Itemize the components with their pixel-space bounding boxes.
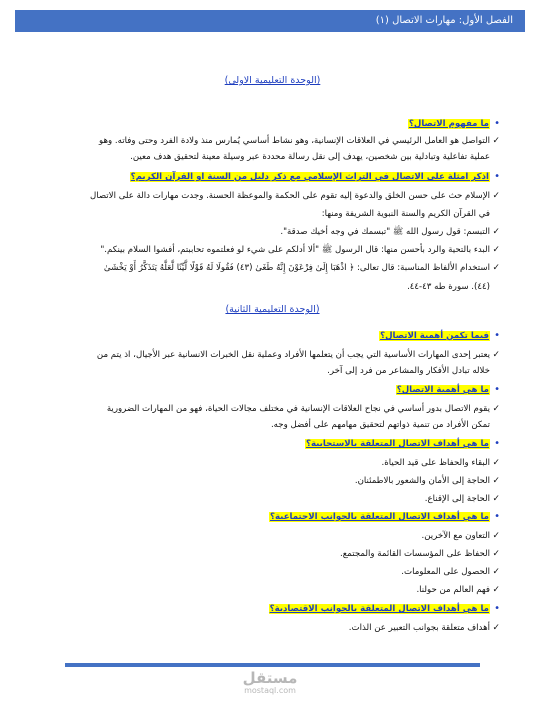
bullet-icon: • (494, 330, 500, 341)
check-icon: ✓ (492, 585, 500, 595)
list-item: أهداف متعلقة بجوانب التعبير عن الذات. (348, 623, 490, 633)
check-icon: ✓ (492, 350, 500, 360)
bullet-icon: • (494, 603, 500, 614)
check-icon: ✓ (492, 549, 500, 559)
list-item: الحاجة إلى الإقناع. (424, 494, 490, 504)
unit1-question-2: اذكر امثلة على الاتصال في التراث الإسلامي مع ذكر دليل من السنة او القرآن الكريم؟ (130, 172, 489, 182)
logo-site: mostaql.com (244, 686, 296, 695)
unit1-answer-1-line-1: التواصل هو العامل الرئيسي في العلاقات الإنسانية، وهو نشاط أساسي يُمارس منذ ولادة الفرد وحتى وفاته. وهو (99, 136, 490, 146)
unit2-question-1: فيما تكمن أهمية الاتصال؟ (380, 331, 489, 341)
bullet-icon: • (494, 171, 500, 182)
check-icon: ✓ (492, 476, 500, 486)
unit2-question-5: ما هي أهداف الاتصال المتعلقة بالجوانب الاقتصادية؟ (269, 604, 489, 614)
check-icon: ✓ (492, 245, 500, 255)
check-icon: ✓ (492, 136, 500, 146)
unit1-question-1: ما مفهوم الاتصال؟ (408, 119, 489, 129)
check-icon: ✓ (492, 458, 500, 468)
unit1-answer-2-line-4: البدء بالتحية والرد بأحسن منها: قال الرسول ﷺ "ألا أدلكم على شيء لو فعلتموه تحاببتم، أفشوا السلام بينكم." (100, 245, 490, 255)
unit1-answer-2-line-1: الإسلام حث على حسن الخلق والدعوة إليه تقوم على الحكمة والموعظة الحسنة. وجدت مهارات دالة على الاتصال (89, 191, 490, 201)
unit1-answer-2-line-6: (٤٤). سورة طه ٤٣-٤٤. (407, 282, 490, 292)
logo-brand: مستقل (242, 669, 298, 687)
check-icon: ✓ (492, 404, 500, 414)
unit2-answer-2-line-2: تمكن الأفراد من تنمية ذواتهم لتحقيق مهامهم على أفضل وجه. (270, 420, 490, 430)
footer-bar (65, 663, 480, 667)
unit2-answer-1-line-2: خلاله تبادل الأفكار والمشاعر من فرد إلى آخر. (327, 366, 490, 376)
unit2-title: (الوحدة التعليمية الثانية) (225, 304, 320, 315)
unit2-question-3: ما هي أهداف الاتصال المتعلقة بالاستجابية؟ (305, 439, 489, 449)
list-item: الحصول على المعلومات. (401, 567, 490, 577)
unit1-answer-2-line-5: استخدام الألفاظ المناسبة: قال تعالى: ﴿ اذْهَبَا إِلَىٰ فِرْعَوْنَ إِنَّهُ طَغَىٰ (٤٣) فَقُولَا لَهُ قَوْلًا لَّيِّنًا لَّعَلَّهُ يَتَذَكَّرُ أَوْ يَخْشَىٰ (103, 263, 490, 273)
list-item: البقاء والحفاظ على قيد الحياة. (381, 458, 490, 468)
unit2-answer-1-line-1: يعتبر إحدى المهارات الأساسية التي يجب أن يتعلمها الأفراد وعملية نقل الخبرات الانسانية عبر الأجيال، اذ يتم من (96, 350, 490, 360)
unit1-answer-1-line-2: عملية تفاعلية وتبادلية بين شخصين، يهدف إلى نقل رسالة محددة عبر وسيلة معينة لتحقيق هدف معين. (130, 152, 490, 162)
mostaql-logo (240, 670, 300, 696)
bullet-icon: • (494, 384, 500, 395)
list-item: الحاجة إلى الأمان والشعور بالاطمئنان. (354, 476, 490, 486)
check-icon: ✓ (492, 191, 500, 201)
check-icon: ✓ (492, 531, 500, 541)
list-item: فهم العالم من حولنا. (416, 585, 490, 595)
bullet-icon: • (494, 118, 500, 129)
unit1-title: (الوحدة التعليمية الاولى) (224, 75, 321, 86)
bullet-icon: • (494, 438, 500, 449)
check-icon: ✓ (492, 567, 500, 577)
bullet-icon: • (494, 511, 500, 522)
list-item: التعاون مع الآخرين. (421, 531, 490, 541)
unit2-question-4: ما هي أهداف الاتصال المتعلقة بالجوانب الاجتماعية؟ (269, 512, 489, 522)
list-item: الحفاظ على المؤسسات القائمة والمجتمع. (340, 549, 490, 559)
check-icon: ✓ (492, 494, 500, 504)
unit2-question-2: ما هي أهمية الاتصال؟ (396, 385, 489, 395)
check-icon: ✓ (492, 227, 500, 237)
check-icon: ✓ (492, 263, 500, 273)
unit2-answer-2-line-1: يقوم الاتصال بدور أساسي في نجاح العلاقات الإنسانية في مختلف مجالات الحياة، فهو من المهارات الضرورية (106, 404, 490, 414)
unit1-answer-2-line-3: التبسم: قول رسول الله ﷺ "تبسمك في وجه أخيك صدقة". (280, 227, 490, 237)
check-icon: ✓ (492, 623, 500, 633)
chapter-title: الفصل الأول: مهارات الاتصال (١) (375, 15, 513, 26)
unit1-answer-2-line-2: في القرآن الكريم والسنة النبوية الشريفة ومنها: (321, 209, 490, 219)
